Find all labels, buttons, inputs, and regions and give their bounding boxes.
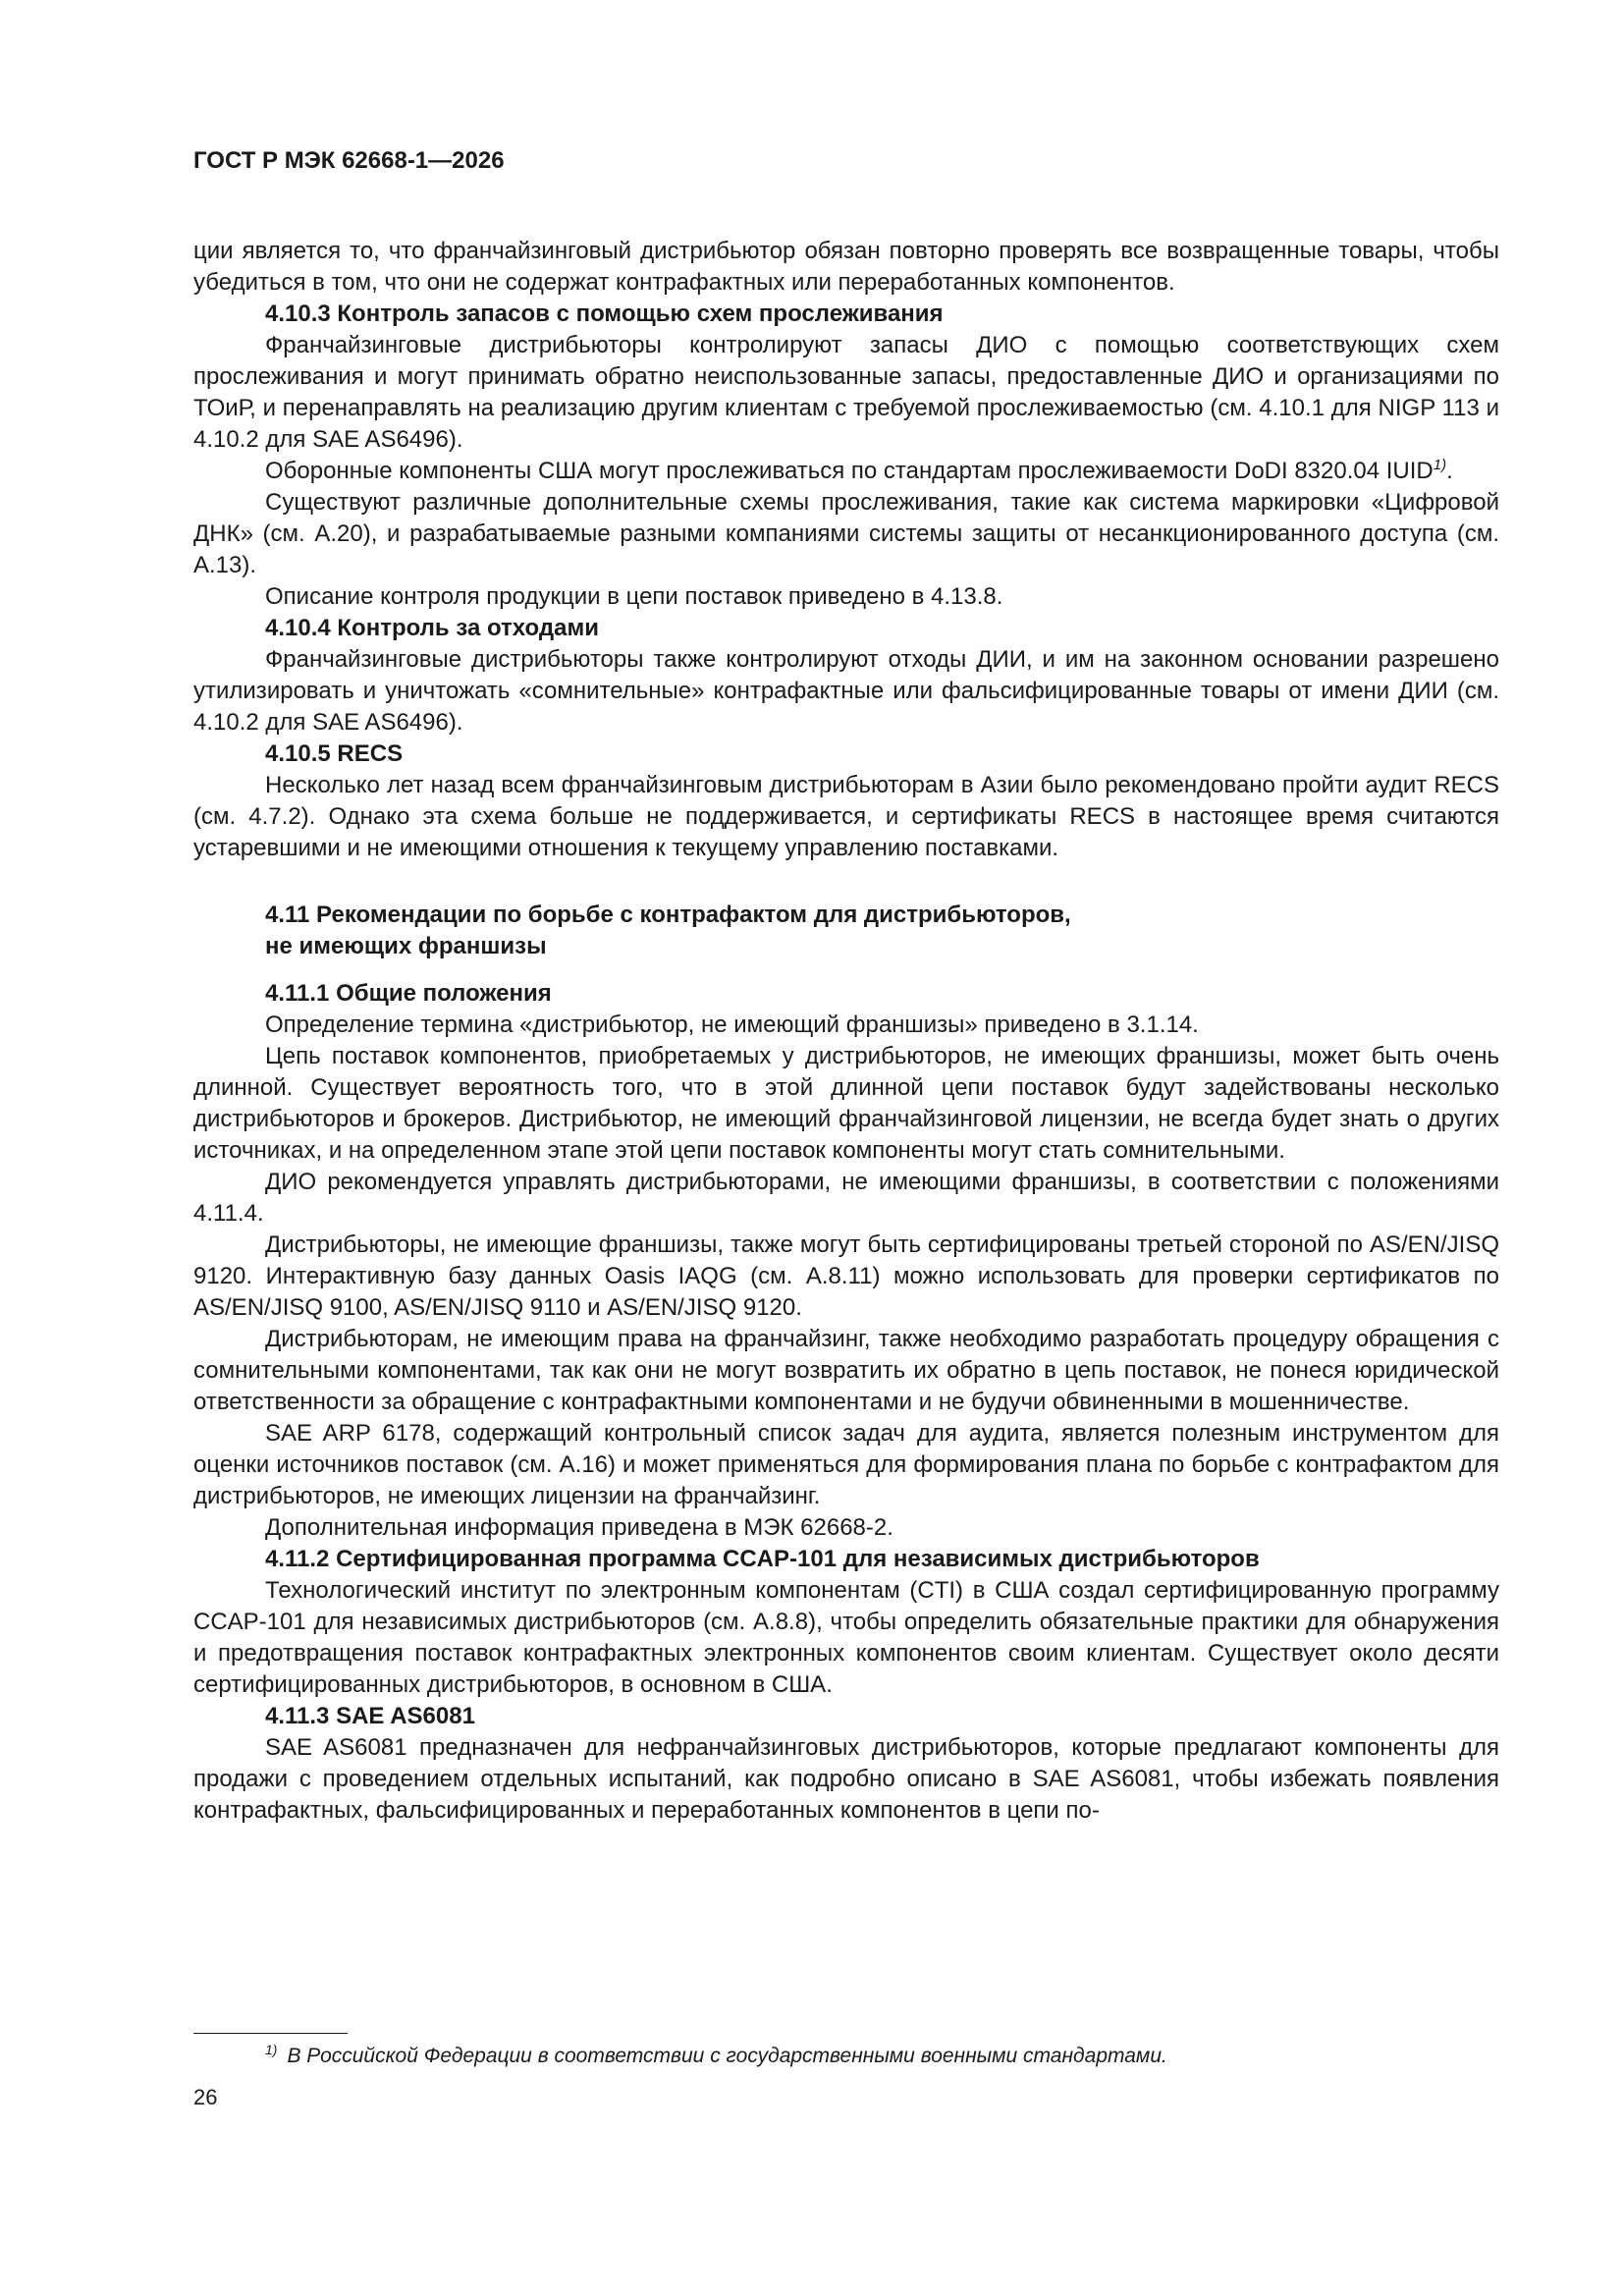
footnote-text: В Российской Федерации в соответствии с государственными военными стандартами. (287, 2045, 1167, 2067)
heading-4-11-line2: не имеющих франшизы (265, 933, 547, 959)
paragraph-4-10-3-a: Франчайзинговые дистрибьюторы контролируют запасы ДИО с помощью соответствующих схем прослеживания и могут принимать обратно неиспользованные запасы, предоставленные ДИО и организациями по ТОиР, и перенаправлять на реализацию другим клиентам с требуемой прослеживаемостью (см. 4.10.1 для NIGP 113 и 4.10.2 для SAE AS6496). (193, 332, 1499, 453)
paragraph-4-10-5: Несколько лет назад всем франчайзинговым дистрибьюторам в Азии было рекомендовано пройти аудит RECS (см. 4.7.2). Однако эта схема больше не поддерживается, и сертификаты RECS в настоящее время считаются устаревшими и не имеющими отношения к текущему управлению поставками. (193, 772, 1499, 861)
footnote-reference[interactable]: 1) (1433, 457, 1447, 473)
heading-4-11-line1: 4.11 Рекомендации по борьбе с контрафактом для дистрибьюторов, (265, 902, 1071, 928)
paragraph-4-10-3-b-text: Оборонные компоненты США могут прослеживаться по стандартам прослеживаемости DoDI 8320.04 IUID (265, 458, 1434, 484)
heading-4-11-2: 4.11.2 Сертифицированная программа CCAP-101 для независимых дистрибьюторов (265, 1546, 1260, 1572)
paragraph-4-11-1-d: Дистрибьюторы, не имеющие франшизы, также могут быть сертифицированы третьей стороной по AS/EN/JISQ 9120. Интерактивную базу данных Oasis IAQG (см. А.8.11) можно использовать для проверки сертификатов по AS/EN/JISQ 9100, AS/EN/JISQ 9110 и AS/EN/JISQ 9120. (193, 1231, 1499, 1321)
paragraph-intro: ции является то, что франчайзинговый дистрибьютор обязан повторно проверять все возвращенные товары, чтобы убедиться в том, что они не содержат контрафактных или переработанных компонентов. (193, 238, 1499, 296)
paragraph-4-11-3: SAE AS6081 предназначен для нефранчайзинговых дистрибьюторов, которые предлагают компоненты для продажи с проведением отдельных испытаний, как подробно описано в SAE AS6081, чтобы избежать появления контрафактных, фальсифицированных и переработанных компонентов в цепи по- (193, 1734, 1499, 1824)
page-number: 26 (193, 2085, 218, 2109)
footnote-marker: 1) (265, 2042, 278, 2057)
paragraph-4-11-1-b: Цепь поставок компонентов, приобретаемых у дистрибьюторов, не имеющих франшизы, может быть очень длинной. Существует вероятность того, что в этой длинной цепи поставок будут задействованы несколько дистрибьюторов и брокеров. Дистрибьютор, не имеющий франчайзинговой лицензии, не всегда будет знать о других источниках, и на определенном этапе этой цепи поставок компоненты могут стать сомнительными. (193, 1043, 1499, 1164)
document-header: ГОСТ Р МЭК 62668-1—2026 (193, 147, 505, 174)
heading-4-10-5: 4.10.5 RECS (265, 740, 404, 767)
heading-4-10-3: 4.10.3 Контроль запасов с помощью схем прослеживания (265, 301, 944, 327)
paragraph-4-11-1-a: Определение термина «дистрибьютор, не имеющий франшизы» приведено в 3.1.14. (265, 1011, 1199, 1038)
heading-4-11-1: 4.11.1 Общие положения (265, 980, 552, 1007)
paragraph-4-10-3-b-end: . (1446, 458, 1453, 484)
footnote (265, 2042, 1167, 2068)
heading-4-11-3: 4.11.3 SAE AS6081 (265, 1703, 475, 1729)
document-page (193, 147, 1499, 1827)
paragraph-4-10-3-d: Описание контроля продукции в цепи поставок приведено в 4.13.8. (265, 583, 1003, 610)
paragraph-4-10-3-b (193, 456, 1499, 487)
heading-4-10-4: 4.10.4 Контроль за отходами (265, 615, 599, 641)
paragraph-4-10-4: Франчайзинговые дистрибьюторы также контролируют отходы ДИИ, и им на законном основании разрешено утилизировать и уничтожать «сомнительные» контрафактные или фальсифицированные товары от имени ДИИ (см. 4.10.2 для SAE AS6496). (193, 646, 1499, 736)
paragraph-4-11-1-c: ДИО рекомендуется управлять дистрибьюторами, не имеющими франшизы, в соответствии с положениями 4.11.4. (193, 1169, 1499, 1227)
paragraph-4-11-1-e: Дистрибьюторам, не имеющим права на франчайзинг, также необходимо разработать процедуру обращения с сомнительными компонентами, так как они не могут возвратить их обратно в цепь поставок, не понеся юридической ответственности за обращение с контрафактными компонентами и не будучи обвиненными в мошенничестве. (193, 1326, 1499, 1415)
paragraph-4-11-1-g: Дополнительная информация приведена в МЭК 62668-2. (265, 1514, 893, 1541)
paragraph-4-11-1-f: SAE ARP 6178, содержащий контрольный список задач для аудита, является полезным инструментом для оценки источников поставок (см. А.16) и может применяться для формирования плана по борьбе с контрафактом для дистрибьюторов, не имеющих лицензии на франчайзинг. (193, 1420, 1499, 1509)
paragraph-4-10-3-c: Существуют различные дополнительные схемы прослеживания, такие как система маркировки «Цифровой ДНК» (см. А.20), и разрабатываемые разными компаниями системы защиты от несанкционированного доступа (см. А.13). (193, 489, 1499, 578)
paragraph-4-11-2: Технологический институт по электронным компонентам (CTI) в США создал сертифицированную программу CCAP-101 для независимых дистрибьюторов (см. А.8.8), чтобы определить обязательные практики для обнаружения и предотвращения поставок контрафактных электронных компонентов своим клиентам. Существует около десяти сертифицированных дистрибьюторов, в основном в США. (193, 1577, 1499, 1698)
heading-4-11 (193, 900, 1499, 962)
footnote-separator (193, 2033, 348, 2034)
